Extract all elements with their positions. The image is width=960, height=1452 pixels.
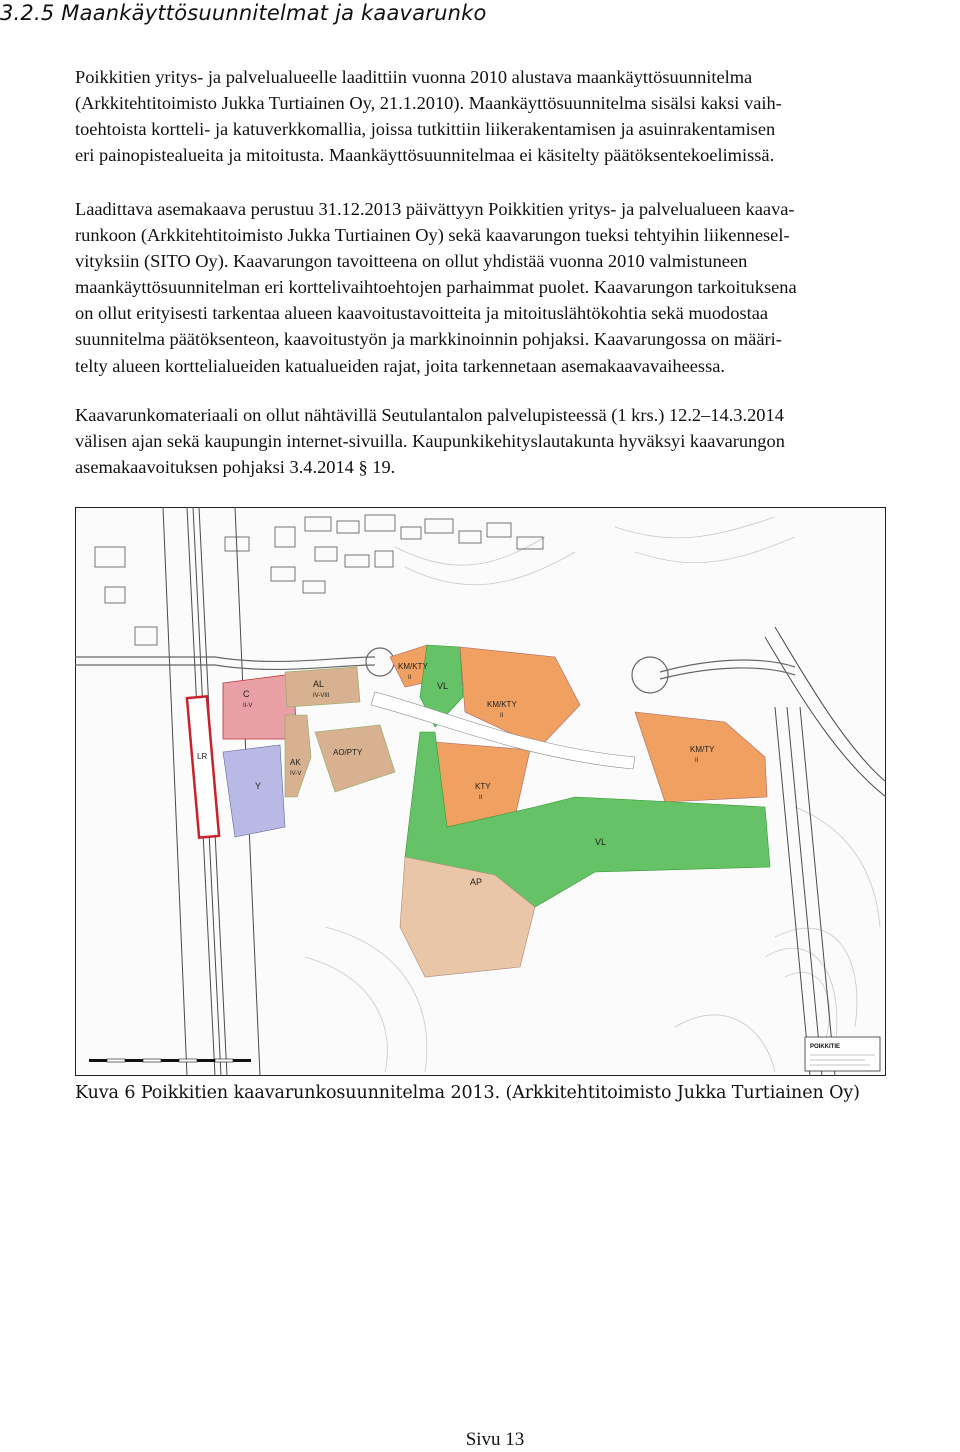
zone-label: KM/TY (690, 745, 715, 754)
paragraph-line: Poikkitien yritys- ja palvelualueelle laadittiin vuonna 2010 alustava maankäyttösuunnitelma (75, 67, 753, 87)
scale-bar (89, 1059, 251, 1062)
figure-caption: Kuva 6 Poikkitien kaavarunkosuunnitelma 2013. (Arkkitehtitoimisto Jukka Turtiainen Oy) (75, 1083, 860, 1103)
zone-sublabel: II (500, 713, 504, 719)
paragraph-line: maankäyttösuunnitelman eri korttelivaihtoehtojen parhaimmat puolet. Kaavarungon tarkoituksena (75, 277, 797, 298)
master-plan-map (75, 507, 886, 1076)
zone-sublabel: II (695, 758, 699, 764)
zone-label: AO/PTY (333, 748, 363, 757)
zone-label: AK (290, 758, 301, 767)
paragraph-line: eri painopistealueita ja mitoitusta. Maankäyttösuunnitelmaa ei käsitelty päätöksentekoelimissä. (75, 145, 775, 166)
map-title-block (805, 1037, 880, 1071)
paragraph-1 (75, 64, 960, 168)
title-block-title: POIKKITIE (810, 1044, 841, 1050)
zone-label: Y (255, 781, 262, 791)
paragraph-line: vityksiin (SITO Oy). Kaavarungon tavoitteena on ollut yhdistää vuonna 2010 valmistuneen (75, 251, 748, 272)
paragraph-line: telty alueen korttelialueiden katualueiden rajat, joita tarkennetaan asemakaavavaiheessa. (75, 355, 726, 376)
zone-sublabel: II (479, 795, 483, 801)
paragraph-line: Laadittava asemakaava perustuu 31.12.2013 päivättyyn Poikkitien yritys- ja palvelualueen kaava- (75, 199, 795, 219)
zone-label: AL (313, 679, 325, 689)
map-drawing (75, 507, 886, 1076)
section-heading: 3.2.5 Maankäyttösuunnitelmat ja kaavarunko (0, 1, 487, 25)
page-number: Sivu 13 (465, 1429, 525, 1450)
zone-label: AP (470, 877, 483, 887)
paragraph-line: (Arkkitehtitoimisto Jukka Turtiainen Oy, 21.1.2010). Maankäyttösuunnitelma sisälsi kaksi vaih- (75, 93, 782, 114)
zone-sublabel: II (408, 675, 412, 681)
paragraph-line: runkoon (Arkkitehtitoimisto Jukka Turtiainen Oy) sekä kaavarungon tueksi tehtyihin liikennesel- (75, 225, 790, 246)
zone-label: C (243, 689, 250, 699)
zone-label: LR (197, 752, 208, 761)
zone-label: KM/KTY (398, 662, 428, 671)
zone-sublabel: IV-V (290, 771, 302, 777)
zone-label: KM/KTY (487, 700, 517, 709)
paragraph-line: asemakaavoituksen pohjaksi 3.4.2014 § 19. (75, 457, 396, 478)
paragraph-line: suunnitelma päätöksenteon, kaavoitustyön ja markkinoinnin pohjaksi. Kaavarungossa on määri- (75, 329, 782, 350)
paragraph-line: Kaavarunkomateriaali on ollut nähtävillä Seutulantalon palvelupisteessä (1 krs.) 12.2–14.3.2014 (75, 405, 784, 425)
zone-sublabel: II-V (243, 703, 253, 709)
zone-label: KTY (475, 782, 491, 791)
paragraph-line: välisen ajan sekä kaupungin internet-sivuilla. Kaupunkikehityslautakunta hyväksyi kaavarungon (75, 431, 785, 452)
paragraph-line: on ollut erityisesti tarkentaa alueen kaavoitustavoitteita ja mitoituslähtökohtia sekä muodostaa (75, 303, 769, 324)
zone-label: VL (595, 837, 607, 847)
paragraph-line: toehtoista kortteli- ja katuverkkomallia, joissa tutkittiin liikerakentamisen ja asuinrakentamisen (75, 119, 776, 140)
paragraph-2 (75, 196, 960, 379)
zone-sublabel: IV-VIII (313, 693, 330, 699)
zone-label: VL (437, 681, 449, 691)
paragraph-3 (75, 402, 960, 480)
